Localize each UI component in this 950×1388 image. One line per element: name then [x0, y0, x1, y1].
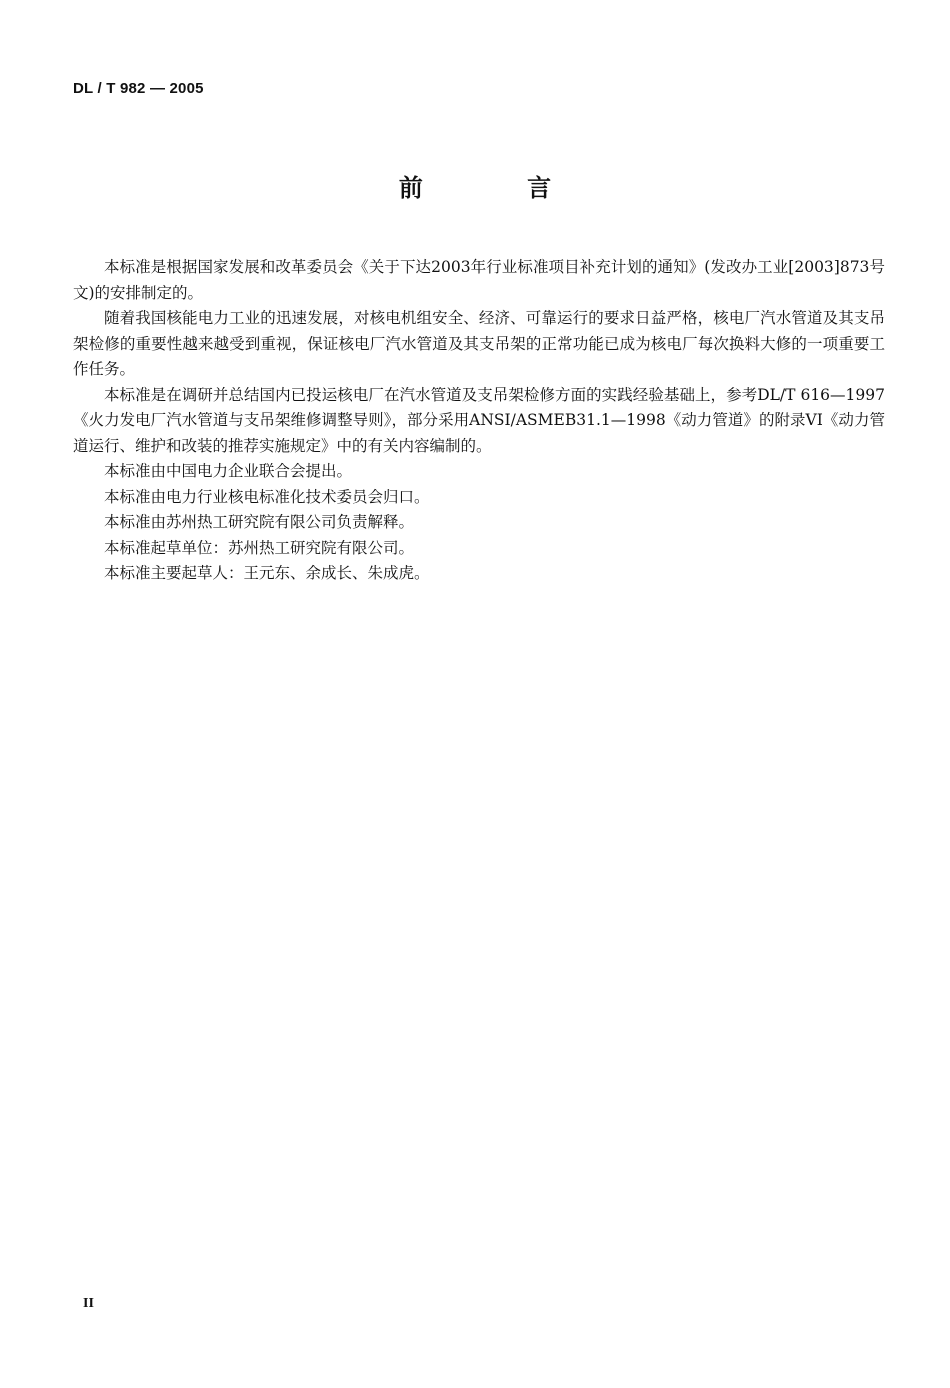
paragraph-committee: 本标准由电力行业核电标准化技术委员会归口。	[104, 487, 430, 506]
paragraph-basis: 本标准是根据国家发展和改革委员会《关于下达2003年行业标准项目补充计划的通知》(发改办工业[2003]873号文)的安排制定的。	[73, 258, 885, 302]
paragraph-drafting-unit: 本标准起草单位：苏州热工研究院有限公司。	[104, 538, 415, 557]
paragraph-drafters: 本标准主要起草人：王元东、余成长、朱成虎。	[104, 564, 430, 582]
paragraph-interpreter: 本标准由苏州热工研究院有限公司负责解释。	[104, 513, 415, 531]
section-title: 前 言	[398, 174, 600, 202]
paragraph-background: 随着我国核能电力工业的迅速发展，对核电机组安全、经济、可靠运行的要求日益严格，核电厂汽水管道及其支吊架检修的重要性越来越受到重视，保证核电厂汽水管道及其支吊架的正常功能已成为核电厂每次换料大修的一项重要工作任务。	[73, 309, 885, 378]
preface-body	[73, 255, 885, 587]
paragraph-proposer: 本标准由中国电力企业联合会提出。	[104, 462, 353, 480]
page-number: II	[83, 1296, 94, 1311]
standard-code: DL / T 982 — 2005	[73, 80, 204, 97]
paragraph-references: 本标准是在调研并总结国内已投运核电厂在汽水管道及支吊架检修方面的实践经验基础上，参考DL/T 616—1997《火力发电厂汽水管道与支吊架维修调整导则》，部分采用ANSI/ASMEB31.1—1998《动力管道》的附录VI《动力管道运行、维护和改装的推荐实施规定》中的有关内容编制的。	[73, 385, 885, 455]
